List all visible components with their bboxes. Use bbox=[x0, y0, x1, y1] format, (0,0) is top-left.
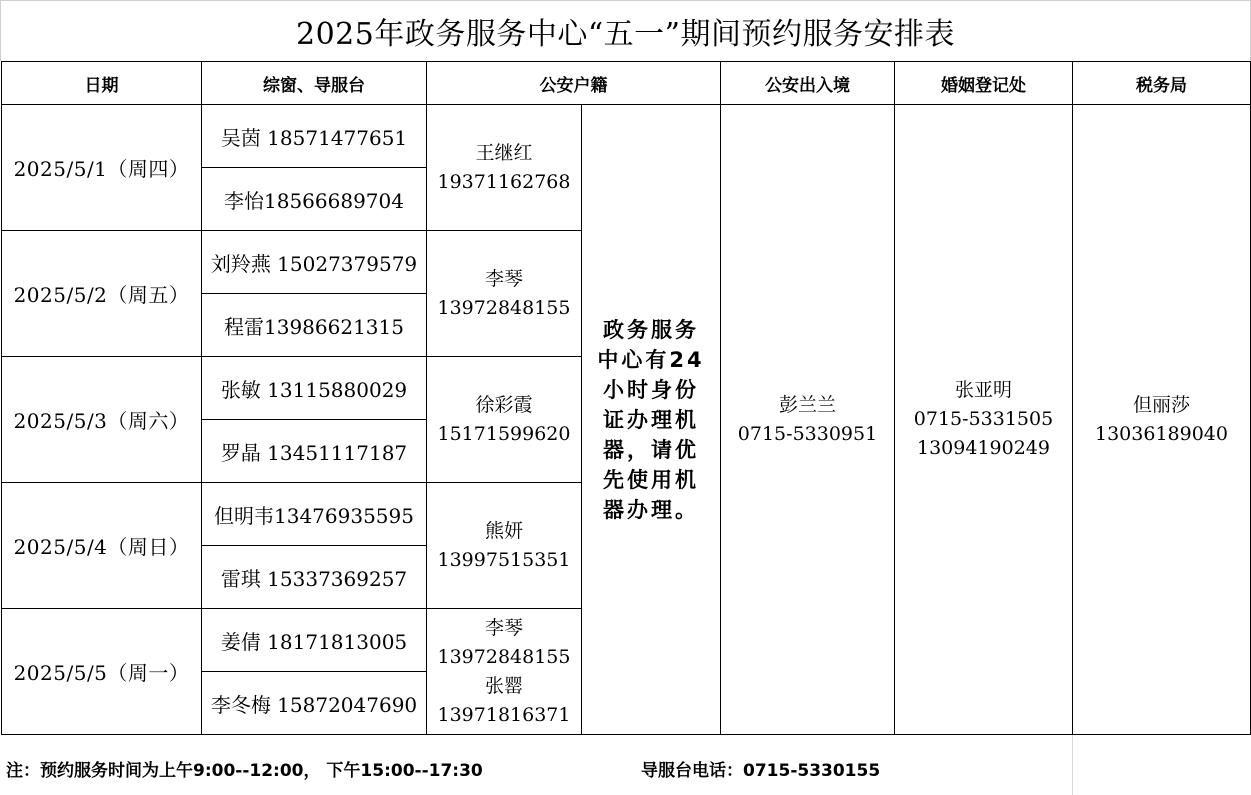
huji-phone: 13972848155 bbox=[437, 645, 571, 668]
marriage-name: 张亚明 bbox=[954, 379, 1012, 401]
page-title: 2025年政务服务中心“五一”期间预约服务安排表 bbox=[0, 0, 1251, 61]
huji-phone: 13972848155 bbox=[437, 296, 571, 319]
marriage-cell bbox=[895, 105, 1073, 735]
date-cell: 2025/5/1（周四） bbox=[2, 105, 202, 231]
staff-cell: 吴茵 18571477651 bbox=[202, 105, 427, 168]
marriage-mobile: 13094190249 bbox=[917, 437, 1050, 459]
date-cell: 2025/5/5（周一） bbox=[2, 609, 202, 735]
staff-cell: 雷琪 15337369257 bbox=[202, 546, 427, 609]
huji-staff-cell bbox=[427, 105, 582, 231]
date-cell: 2025/5/3（周六） bbox=[2, 357, 202, 483]
staff-cell: 李冬梅 15872047690 bbox=[202, 672, 427, 735]
huji-phone: 13997515351 bbox=[437, 548, 571, 571]
huji-phone: 15171599620 bbox=[437, 422, 571, 445]
huji-staff-cell bbox=[427, 357, 582, 483]
footer-note bbox=[1, 734, 1251, 794]
header-staff: 综窗、导服台 bbox=[202, 62, 427, 105]
staff-cell: 李怡18566689704 bbox=[202, 168, 427, 231]
staff-cell: 刘羚燕 15027379579 bbox=[202, 231, 427, 294]
huji-name: 张罂 bbox=[484, 674, 523, 697]
huji-name: 熊妍 bbox=[484, 519, 523, 542]
huji-staff-cell bbox=[427, 609, 582, 735]
tax-cell bbox=[1073, 105, 1251, 735]
huji-name: 李琴 bbox=[484, 616, 523, 639]
huji-staff-cell bbox=[427, 483, 582, 609]
huji-name: 王继红 bbox=[475, 141, 533, 164]
header-marriage: 婚姻登记处 bbox=[895, 62, 1073, 105]
huji-phone: 13971816371 bbox=[437, 703, 571, 726]
huji-staff-cell bbox=[427, 231, 582, 357]
huji-name: 李琴 bbox=[484, 267, 523, 290]
exit-entry-name: 彭兰兰 bbox=[778, 393, 836, 416]
date-cell: 2025/5/2（周五） bbox=[2, 231, 202, 357]
footer-divider bbox=[1072, 735, 1073, 795]
date-cell: 2025/5/4（周日） bbox=[2, 483, 202, 609]
header-exit-entry: 公安出入境 bbox=[721, 62, 895, 105]
schedule-table bbox=[1, 61, 1251, 735]
table-row bbox=[2, 105, 1251, 168]
header-tax: 税务局 bbox=[1073, 62, 1251, 105]
exit-entry-cell bbox=[721, 105, 895, 735]
staff-cell: 张敏 13115880029 bbox=[202, 357, 427, 420]
huji-name: 徐彩霞 bbox=[475, 393, 533, 416]
footer-hours: 注：预约服务时间为上午9:00--12:00， 下午15:00--17:30 bbox=[6, 761, 483, 781]
staff-cell: 罗晶 13451117187 bbox=[202, 420, 427, 483]
huji-phone: 19371162768 bbox=[437, 170, 571, 193]
tax-name: 但丽莎 bbox=[1132, 393, 1190, 416]
header-date: 日期 bbox=[2, 62, 202, 105]
marriage-phone: 0715-5331505 bbox=[913, 408, 1054, 430]
staff-cell: 程雷13986621315 bbox=[202, 294, 427, 357]
huji-machine-note: 政务服务 中心有24 小时身份 证办理机 器，请优 先使用机 器办理。 bbox=[582, 105, 721, 735]
header-row bbox=[2, 62, 1251, 105]
header-huji: 公安户籍 bbox=[427, 62, 721, 105]
tax-phone: 13036189040 bbox=[1095, 422, 1228, 445]
staff-cell: 但明韦13476935595 bbox=[202, 483, 427, 546]
staff-cell: 姜倩 18171813005 bbox=[202, 609, 427, 672]
exit-entry-phone: 0715-5330951 bbox=[737, 422, 878, 445]
footer-phone: 导服台电话：0715-5330155 bbox=[641, 761, 881, 781]
